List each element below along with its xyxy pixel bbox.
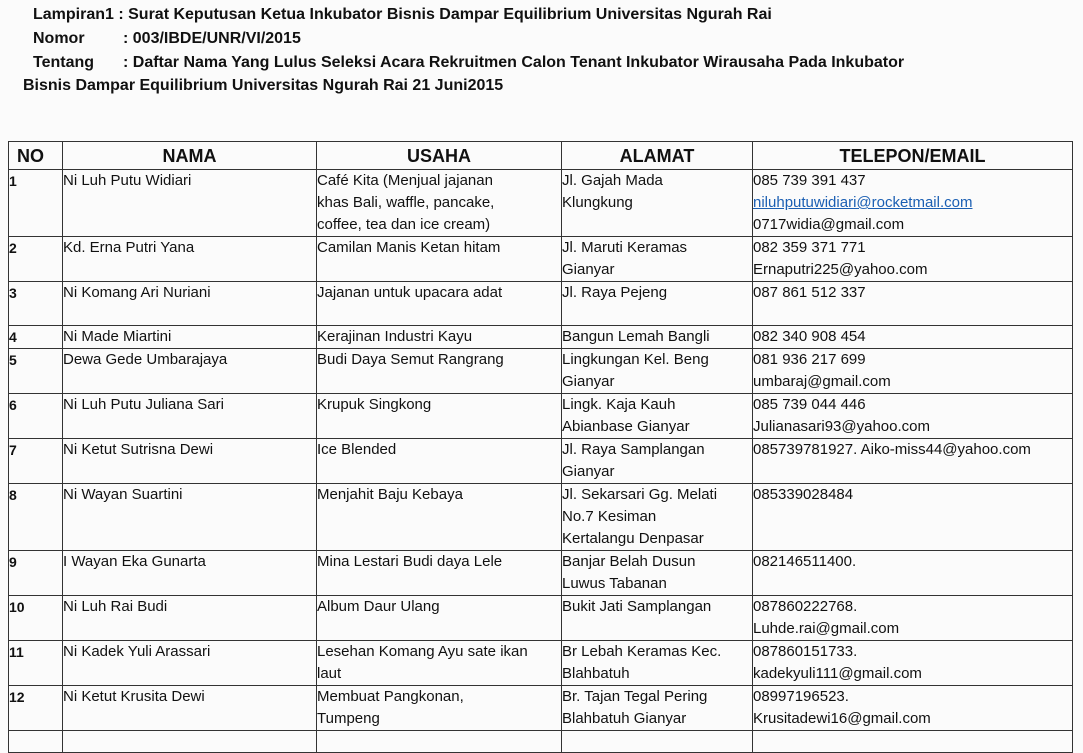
- cell-no-text: 8: [9, 487, 17, 503]
- cell-telepon-line: 087860151733.: [753, 643, 858, 660]
- cell-no: [9, 686, 63, 731]
- cell-alamat: [562, 439, 753, 484]
- cell-telepon: [753, 394, 1073, 439]
- cell-nama: [63, 326, 317, 349]
- cell-alamat: [562, 170, 753, 237]
- tentang-line: [33, 54, 905, 72]
- cell-usaha-line: Tumpeng: [317, 710, 380, 727]
- cell-alamat: [562, 394, 753, 439]
- cell-alamat: [562, 282, 753, 326]
- cell-usaha: [317, 641, 562, 686]
- nomor-label: Nomor: [33, 30, 85, 47]
- cell-no: [9, 237, 63, 282]
- cell-alamat: [562, 326, 753, 349]
- header-usaha: USAHA: [317, 142, 562, 170]
- cell-usaha-line: Ice Blended: [317, 441, 397, 458]
- cell-alamat-line: Bukit Jati Samplangan: [562, 598, 712, 615]
- cell-telepon-line: 087860222768.: [753, 598, 858, 615]
- cell-telepon: [753, 686, 1073, 731]
- cell-nama: [63, 641, 317, 686]
- cell-usaha: [317, 551, 562, 596]
- cell-nama-text: Ni Ketut Sutrisna Dewi: [63, 441, 214, 458]
- cell-telepon-line: 082 340 908 454: [753, 328, 866, 345]
- cell-usaha-line: Café Kita (Menjual jajanan: [317, 172, 493, 189]
- cell-usaha: [317, 596, 562, 641]
- cell-no: [9, 551, 63, 596]
- table-row: [9, 686, 1073, 731]
- cell-usaha-line: Krupuk Singkong: [317, 396, 432, 413]
- cell-no-text: 6: [9, 397, 17, 413]
- cell-telepon: [753, 237, 1073, 282]
- cell-nama-text: Dewa Gede Umbarajaya: [63, 351, 228, 368]
- cell-alamat-line: No.7 Kesiman: [562, 508, 657, 525]
- cell-no: [9, 439, 63, 484]
- cell-telepon: [753, 641, 1073, 686]
- table-row: [9, 282, 1073, 326]
- cell-usaha: [317, 484, 562, 551]
- cell-telepon-line: 082146511400.: [753, 553, 857, 570]
- nomor-line: [33, 30, 301, 48]
- lampiran-line: Lampiran1 : Surat Keputusan Ketua Inkubator Bisnis Dampar Equilibrium Universitas Ngurah Rai: [33, 6, 772, 23]
- cell-no-text: 3: [9, 285, 17, 301]
- cell-alamat: [562, 551, 753, 596]
- cell-usaha-line: Kerajinan Industri Kayu: [317, 328, 473, 345]
- header-alamat: ALAMAT: [562, 142, 753, 170]
- cell-alamat-line: Klungkung: [562, 194, 633, 211]
- cell-usaha: [317, 282, 562, 326]
- cell-telepon-line: 082 359 371 771: [753, 239, 866, 256]
- table-row: [9, 596, 1073, 641]
- cell-alamat: [562, 484, 753, 551]
- cell-alamat: [562, 237, 753, 282]
- cell-alamat-line: Banjar Belah Dusun: [562, 553, 696, 570]
- header-nama: NAMA: [63, 142, 317, 170]
- cell-alamat-line: Luwus Tabanan: [562, 575, 667, 592]
- cell-nama: [63, 394, 317, 439]
- cell-alamat-line: Jl. Raya Pejeng: [562, 284, 668, 301]
- cell-no-text: 11: [9, 644, 24, 660]
- cell-telepon-line: Ernaputri225@yahoo.com: [753, 261, 928, 278]
- cell-telepon: [753, 349, 1073, 394]
- table-row: [9, 326, 1073, 349]
- cell-no: [9, 282, 63, 326]
- cell-no-text: 5: [9, 352, 17, 368]
- cell-alamat-line: Bangun Lemah Bangli: [562, 328, 710, 345]
- empty-cell: [562, 731, 753, 753]
- cell-nama-text: I Wayan Eka Gunarta: [63, 553, 206, 570]
- cell-usaha: [317, 394, 562, 439]
- cell-alamat-line: Br Lebah Keramas Kec.: [562, 643, 722, 660]
- cell-nama: [63, 596, 317, 641]
- cell-telepon-line: 085739781927. Aiko-miss44@yahoo.com: [753, 441, 1031, 458]
- cell-telepon: [753, 484, 1073, 551]
- cell-alamat-line: Lingkungan Kel. Beng: [562, 351, 709, 368]
- header-telepon: TELEPON/EMAIL: [753, 142, 1073, 170]
- cell-alamat-line: Jl. Maruti Keramas: [562, 239, 688, 256]
- tentang-value: : Daftar Nama Yang Lulus Seleksi Acara Rekruitmen Calon Tenant Inkubator Wirausaha Pada Inkubator: [123, 54, 905, 71]
- table-row: [9, 551, 1073, 596]
- cell-no: [9, 170, 63, 237]
- cell-nama-text: Kd. Erna Putri Yana: [63, 239, 195, 256]
- cell-nama-text: Ni Made Miartini: [63, 328, 172, 345]
- table-header-row: [9, 142, 1073, 170]
- cell-usaha: [317, 686, 562, 731]
- table-row: [9, 349, 1073, 394]
- cell-usaha: [317, 326, 562, 349]
- cell-nama: [63, 551, 317, 596]
- cell-no: [9, 641, 63, 686]
- cell-usaha: [317, 170, 562, 237]
- empty-cell: [9, 731, 63, 753]
- empty-cell: [753, 731, 1073, 753]
- cell-alamat-line: Blahbatuh Gianyar: [562, 710, 687, 727]
- table-row: [9, 484, 1073, 551]
- table-row: [9, 237, 1073, 282]
- cell-nama: [63, 237, 317, 282]
- cell-no: [9, 326, 63, 349]
- table-row: [9, 641, 1073, 686]
- tentang-continuation: Bisnis Dampar Equilibrium Universitas Ngurah Rai 21 Juni2015: [23, 77, 504, 94]
- cell-telepon-line: 087 861 512 337: [753, 284, 866, 301]
- cell-telepon: [753, 439, 1073, 484]
- cell-usaha-line: Jajanan untuk upacara adat: [317, 284, 503, 301]
- cell-usaha-line: Album Daur Ulang: [317, 598, 440, 615]
- cell-alamat-line: Jl. Gajah Mada: [562, 172, 663, 189]
- cell-alamat-line: Gianyar: [562, 463, 615, 480]
- cell-no: [9, 484, 63, 551]
- cell-no-text: 12: [9, 689, 25, 705]
- cell-telepon-line: 0717widia@gmail.com: [753, 216, 905, 233]
- cell-nama-text: Ni Komang Ari Nuriani: [63, 284, 211, 301]
- cell-alamat-line: Blahbatuh: [562, 665, 630, 682]
- table-row: [9, 394, 1073, 439]
- cell-usaha: [317, 439, 562, 484]
- cell-nama-text: Ni Ketut Krusita Dewi: [63, 688, 205, 705]
- empty-cell: [317, 731, 562, 753]
- cell-alamat-line: Jl. Sekarsari Gg. Melati: [562, 486, 718, 503]
- cell-no: [9, 596, 63, 641]
- cell-usaha-line: Mina Lestari Budi daya Lele: [317, 553, 503, 570]
- cell-alamat-line: Lingk. Kaja Kauh: [562, 396, 676, 413]
- cell-no-text: 2: [9, 240, 17, 256]
- cell-alamat-line: Abianbase Gianyar: [562, 418, 690, 435]
- cell-alamat: [562, 596, 753, 641]
- cell-nama: [63, 170, 317, 237]
- nomor-value: : 003/IBDE/UNR/VI/2015: [123, 30, 301, 47]
- cell-alamat: [562, 349, 753, 394]
- cell-telepon-line: 081 936 217 699: [753, 351, 866, 368]
- cell-telepon-line: 085 739 391 437: [753, 172, 866, 189]
- cell-usaha-line: Membuat Pangkonan,: [317, 688, 464, 705]
- table-row: [9, 170, 1073, 237]
- cell-usaha-line: Camilan Manis Ketan hitam: [317, 239, 501, 256]
- cell-alamat: [562, 686, 753, 731]
- cell-usaha-line: laut: [317, 665, 342, 682]
- cell-alamat: [562, 641, 753, 686]
- cell-usaha-line: Budi Daya Semut Rangrang: [317, 351, 504, 368]
- cell-nama: [63, 484, 317, 551]
- cell-nama-text: Ni Luh Putu Widiari: [63, 172, 192, 189]
- cell-telepon: [753, 596, 1073, 641]
- header-no: NO: [9, 142, 63, 170]
- cell-telepon-line: 08997196523.: [753, 688, 849, 705]
- cell-no: [9, 394, 63, 439]
- empty-table-row: [9, 731, 1073, 753]
- cell-telepon-line: Luhde.rai@gmail.com: [753, 620, 900, 637]
- cell-usaha: [317, 237, 562, 282]
- cell-telepon-line: 085339028484: [753, 486, 854, 503]
- cell-alamat-line: Gianyar: [562, 261, 615, 278]
- cell-nama: [63, 282, 317, 326]
- tenant-list-table: [8, 141, 1073, 753]
- cell-nama-text: Ni Luh Putu Juliana Sari: [63, 396, 224, 413]
- tentang-label: Tentang: [33, 54, 95, 71]
- cell-telepon: [753, 326, 1073, 349]
- table-row: [9, 439, 1073, 484]
- cell-nama: [63, 349, 317, 394]
- cell-telepon-line: umbaraj@gmail.com: [753, 373, 891, 390]
- cell-no-text: 7: [9, 442, 17, 458]
- cell-telepon-line: kadekyuli111@gmail.com: [753, 665, 922, 682]
- cell-no: [9, 349, 63, 394]
- cell-telepon-line: Julianasari93@yahoo.com: [753, 418, 930, 435]
- cell-telepon-line: Krusitadewi16@gmail.com: [753, 710, 931, 727]
- cell-telepon-line: 085 739 044 446: [753, 396, 866, 413]
- cell-usaha-line: Lesehan Komang Ayu sate ikan: [317, 643, 528, 660]
- cell-no-text: 9: [9, 554, 17, 570]
- cell-no-text: 4: [9, 329, 17, 345]
- cell-alamat-line: Br. Tajan Tegal Pering: [562, 688, 708, 705]
- cell-nama-text: Ni Luh Rai Budi: [63, 598, 168, 615]
- cell-alamat-line: Jl. Raya Samplangan: [562, 441, 705, 458]
- cell-no-text: 10: [9, 599, 25, 615]
- empty-cell: [63, 731, 317, 753]
- cell-nama: [63, 686, 317, 731]
- cell-telepon: [753, 551, 1073, 596]
- cell-nama: [63, 439, 317, 484]
- cell-alamat-line: Kertalangu Denpasar: [562, 530, 704, 547]
- cell-telepon: [753, 282, 1073, 326]
- cell-usaha-line: coffee, tea dan ice cream): [317, 216, 491, 233]
- cell-no-text: 1: [9, 173, 17, 189]
- cell-usaha: [317, 349, 562, 394]
- cell-usaha-line: khas Bali, waffle, pancake,: [317, 194, 495, 211]
- cell-usaha-line: Menjahit Baju Kebaya: [317, 486, 463, 503]
- cell-alamat-line: Gianyar: [562, 373, 615, 390]
- email-link[interactable]: niluhputuwidiari@rocketmail.com: [753, 194, 973, 211]
- cell-telepon: [753, 170, 1073, 237]
- cell-nama-text: Ni Wayan Suartini: [63, 486, 183, 503]
- cell-nama-text: Ni Kadek Yuli Arassari: [63, 643, 211, 660]
